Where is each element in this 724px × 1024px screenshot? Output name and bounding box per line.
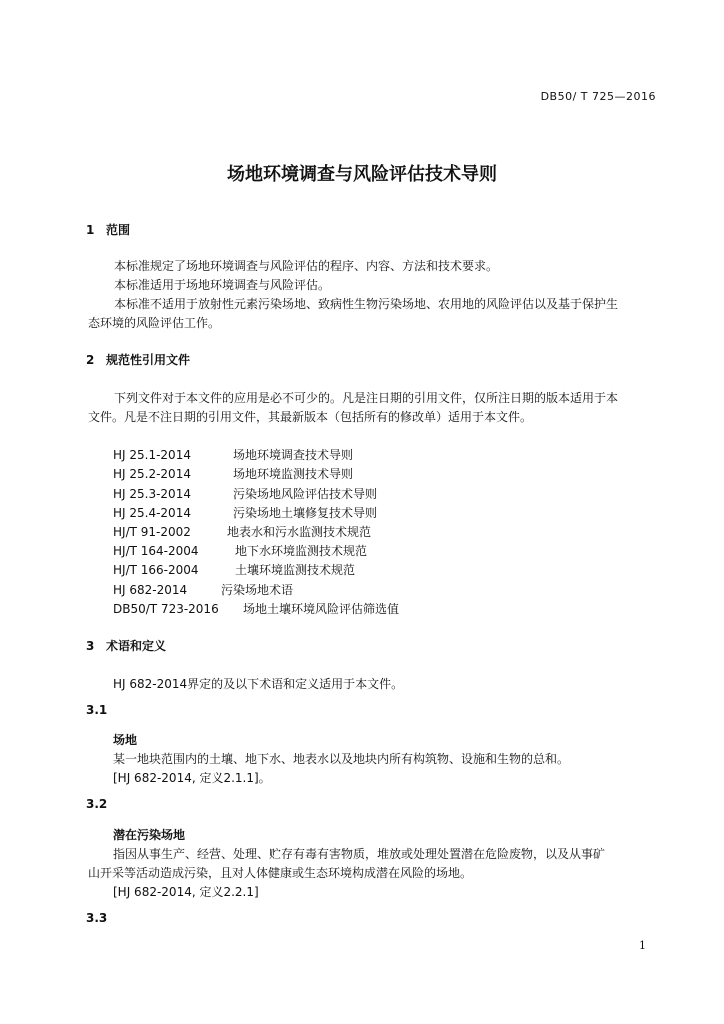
term-definition-line: 某一地块范围内的土壤、地下水、地表水以及地块内所有构筑物、设施和生物的总和。 [113, 752, 570, 766]
reference-item [113, 446, 353, 463]
paragraph-line: 本标准不适用于放射性元素污染场地、致病性生物污染场地、农用地的风险评估以及基于保护生 [114, 297, 619, 311]
section-3-heading [86, 637, 166, 654]
term-source: [HJ 682-2014, 定义2.1.1]。 [113, 771, 271, 785]
reference-code: HJ 25.4-2014 [113, 506, 191, 520]
paragraph-line: 态环境的风险评估工作。 [88, 316, 221, 330]
section-3-number: 3 [86, 639, 95, 653]
term-definition-line: 山开采等活动造成污染，且对人体健康或生态环境构成潜在风险的场地。 [88, 866, 473, 880]
reference-name: 地表水和污水监测技术规范 [227, 525, 372, 539]
reference-code: HJ 25.1-2014 [113, 448, 191, 462]
document-code: DB50/ T 725—2016 [540, 90, 656, 103]
section-3-intro: HJ 682-2014界定的及以下术语和定义适用于本文件。 [113, 677, 404, 691]
reference-name: 场地土壤环境风险评估筛选值 [243, 602, 400, 616]
reference-item [113, 561, 355, 578]
reference-code: HJ 682-2014 [113, 583, 188, 597]
paragraph-line: 文件。凡是不注日期的引用文件，其最新版本（包括所有的修改单）适用于本文件。 [88, 410, 533, 424]
reference-item [113, 542, 367, 559]
paragraph-line: 本标准适用于场地环境调查与风险评估。 [114, 278, 331, 292]
section-3-title: 术语和定义 [106, 639, 167, 653]
reference-name: 场地环境监测技术导则 [233, 467, 354, 481]
reference-item [113, 465, 353, 482]
reference-item [113, 523, 371, 540]
term-name: 场地 [113, 733, 138, 747]
section-1-number: 1 [86, 223, 95, 237]
reference-name: 场地环境调查技术导则 [233, 448, 354, 462]
section-1-heading [86, 221, 130, 238]
reference-item [113, 600, 399, 617]
term-name: 潜在污染场地 [113, 828, 186, 842]
section-2-number: 2 [86, 353, 95, 367]
reference-name: 污染场地土壤修复技术导则 [233, 506, 378, 520]
term-source: [HJ 682-2014, 定义2.2.1] [113, 885, 259, 899]
paragraph-line: 下列文件对于本文件的应用是必不可少的。凡是注日期的引用文件，仅所注日期的版本适用于本 [114, 391, 619, 405]
reference-name: 土壤环境监测技术规范 [235, 563, 356, 577]
term-number: 3.2 [86, 797, 108, 811]
section-2-heading [86, 351, 190, 368]
paragraph-line: 本标准规定了场地环境调查与风险评估的程序、内容、方法和技术要求。 [114, 259, 499, 273]
term-definition-line: 指因从事生产、经营、处理、贮存有毒有害物质，堆放或处理处置潜在危险废物，以及从事矿 [113, 847, 606, 861]
page-number: 1 [639, 939, 646, 952]
reference-name: 污染场地风险评估技术导则 [233, 487, 378, 501]
reference-code: HJ 25.3-2014 [113, 487, 191, 501]
reference-code: DB50/T 723-2016 [113, 602, 219, 616]
reference-code: HJ/T 164-2004 [113, 544, 199, 558]
reference-code: HJ/T 166-2004 [113, 563, 199, 577]
reference-name: 污染场地术语 [221, 583, 294, 597]
reference-item [113, 504, 377, 521]
reference-name: 地下水环境监测技术规范 [235, 544, 368, 558]
document-title: 场地环境调查与风险评估技术导则 [227, 164, 497, 185]
reference-item [113, 581, 293, 598]
reference-item [113, 485, 377, 502]
term-number: 3.3 [86, 911, 108, 925]
section-1-title: 范围 [106, 223, 131, 237]
term-number: 3.1 [86, 703, 108, 717]
section-2-title: 规范性引用文件 [106, 353, 191, 367]
reference-code: HJ/T 91-2002 [113, 525, 191, 539]
reference-code: HJ 25.2-2014 [113, 467, 191, 481]
